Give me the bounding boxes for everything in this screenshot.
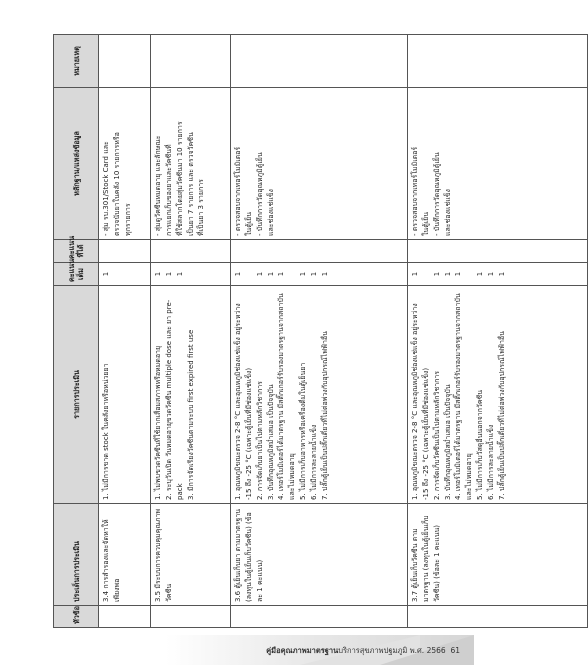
score-line: 1 [432, 271, 441, 277]
item-line: 2. การจัดเก็บยาเป็นไปตามหลักวิชาการ [255, 381, 264, 500]
cell-no [151, 606, 231, 628]
table-row [231, 35, 408, 628]
footer-title-rest: บริการสุขภาพปฐมภูมิ พ.ศ. 2566 [338, 646, 446, 655]
cell-score-obtained [231, 240, 408, 263]
score-line: 1 [497, 271, 506, 277]
cell-no [231, 606, 408, 628]
score-line [421, 266, 432, 282]
score-line: 1 [320, 271, 329, 277]
item-line: 2. การจัดเก็บวัคซีนเป็นไปตามหลักวิชาการ [432, 370, 441, 500]
evidence-line: และช่องแช่แข็ง [266, 189, 275, 236]
item-line: 4. เทอร์โมมิเตอร์ได้มาตรฐาน มีสติ๊กเกอร์รับรองมาตรฐานจากสถาบัน [454, 293, 463, 500]
evidence-line: ตรวจนับยาในคลัง 10 รายการหรือ [112, 132, 121, 236]
item-line: 3. บันทึกอุณหภูมิสม่ำเสมอ เป็นปัจจุบัน [266, 384, 275, 500]
cell-issue: 3.5 มีระบบการควบคุมคุณภาพวัคซีน [151, 504, 231, 606]
footer-title-bold: คู่มือคุณภาพมาตรฐาน [266, 646, 339, 655]
header-no: หัวข้อ [54, 606, 99, 628]
item-line: และไม่หมดอายุ [465, 453, 474, 500]
header-items: รายการประเมิน [54, 286, 99, 504]
score-line: 1 [443, 271, 452, 277]
evidence-line: ทุกรายการ [123, 203, 132, 236]
table-header-row [54, 35, 99, 628]
evidence-line: และช่องแช่แข็ง [443, 189, 452, 236]
item-line: -15 ถึง -25 °C (เฉพาะตู้เย็นที่มีช่องแช่แข็ง) [421, 367, 430, 500]
cell-evidence [99, 88, 151, 240]
score-line: 1 [454, 271, 463, 277]
cell-remark [151, 35, 231, 88]
item-line: 2. ระบุวันเปิด วันหมดอายุขวดวัคซีน multiple dose และ ยา pre-pack [164, 299, 184, 500]
item-line: 6. ไม่มีการละลายน้ำแข็ง [309, 424, 318, 500]
cell-items [99, 286, 151, 504]
item-line: 1. อุณหภูมิขณะตรวจ 2-8 °C และอุณหภูมิช่องแช่แข็ง อยู่ระหว่าง [411, 303, 419, 500]
cell-full-score [151, 263, 231, 286]
page-footer [266, 645, 460, 657]
evidence-line: การแยกเก็บของยาและวัคซีนที่ [164, 144, 173, 236]
item-line: 5. ไม่มีการเก็บวัสดุอื่นนอกจากวัคซีน [476, 389, 485, 500]
cell-full-score [99, 263, 151, 286]
score-line [464, 266, 475, 282]
score-line [244, 266, 255, 282]
evidence-line: - สุ่ม รบ.301/Stock Card และ [102, 141, 110, 236]
item-line: -15 ถึง -25 °C (เฉพาะตู้เย็นที่มีช่องแช่แข็ง) [244, 367, 253, 500]
evidence-line: ในตู้เย็น [421, 211, 430, 236]
cell-issue: 3.7 ตู้เย็นเก็บวัคซีน ตามมาตรฐาน (ลงทุนในตู้เย็นเก็บวัคซีน) (ข้อละ 1 คะแนน) [408, 504, 588, 606]
header-remark: หมายเหตุ [54, 35, 99, 88]
score-line: 1 [299, 271, 308, 277]
cell-no [99, 606, 151, 628]
evidence-line: ที่เป็นยา 3 รายการ [197, 179, 206, 236]
header-evidence: หลักฐาน/แหล่งข้อมูล [54, 88, 99, 240]
cell-items [408, 286, 588, 504]
cell-score-obtained [99, 240, 151, 263]
item-line: 4. เทอร์โมมิเตอร์ได้มาตรฐาน มีสติ๊กเกอร์รับรองมาตรฐานจากสถาบัน [277, 293, 286, 500]
table-row [151, 35, 231, 628]
item-line: 5. ไม่มีการเก็บอาหารหรือเครื่องดื่มในตู้เย็นยา [299, 362, 308, 500]
table-row [99, 35, 151, 628]
evidence-line: ในตู้เย็น [244, 211, 253, 236]
score-line [287, 266, 298, 282]
item-line: และไม่หมดอายุ [288, 453, 297, 500]
cell-items [151, 286, 231, 504]
cell-remark [231, 35, 408, 88]
cell-remark [99, 35, 151, 88]
score-line: 1 [309, 271, 318, 277]
cell-issue: 3.4 การสำรองและจัดหาให้เพียงพอ [99, 504, 151, 606]
evidence-line: - ตรวจสอบจากเทอร์โมมิเตอร์ [234, 146, 242, 236]
item-line: 7. ปลั๊กตู้เย็นเป็นปลั๊กเดี่ยวที่ไม่ต่อพ่วงกับอุปกรณ์ไฟฟ้าอื่น [320, 331, 329, 500]
score-line: 1 [411, 271, 419, 277]
score-line: 1 [486, 271, 495, 277]
cell-evidence [151, 88, 231, 240]
evidence-line: เป็นยา 7 รายการ และ ตรวจวัคซีน [186, 132, 195, 236]
rotated-table-wrapper [53, 35, 506, 628]
evidence-line: ที่ใช้สลากโดยสุ่มวัคซีนมา 10 รายการ [175, 121, 184, 236]
page-number: 61 [450, 646, 460, 655]
score-line: 1 [175, 271, 184, 277]
cell-full-score [408, 263, 588, 286]
item-line: 3. มีการจัดเรียงวัคซีนตามระบบ first expired first use [186, 329, 195, 500]
evidence-line: - สุ่มดูวัคซีนหมดอายุ และลักษณะ [154, 135, 162, 236]
item-line: 6. ไม่มีการละลายน้ำแข็ง [486, 424, 495, 500]
cell-no [408, 606, 588, 628]
evidence-line: - ตรวจสอบจากเทอร์โมมิเตอร์ [411, 146, 419, 236]
score-line: 1 [255, 271, 264, 277]
cell-remark [408, 35, 588, 88]
header-issue: ประเด็นการประเมิน [54, 504, 99, 606]
score-line: 1 [102, 271, 110, 277]
evidence-line: - บันทึกการวัดอุณหภูมิตู้เย็น [255, 152, 264, 236]
cell-evidence [408, 88, 588, 240]
page-top-margin [0, 0, 474, 22]
score-line: 1 [164, 271, 173, 277]
cell-score-obtained [151, 240, 231, 263]
score-line: 1 [234, 271, 242, 277]
score-line: 1 [266, 271, 275, 277]
cell-full-score [231, 263, 408, 286]
item-line: 1. ไม่พบขวดวัคซีนที่ใช้ยากเสื่อมสภาพหรือหมดอายุ [154, 345, 162, 500]
item-line: 1. ไม่มีการขาด stock ในคลังยาหรือหน่วยยา [102, 363, 110, 500]
assessment-table [53, 34, 588, 628]
score-line: 1 [476, 271, 485, 277]
evidence-line: - บันทึกการวัดอุณหภูมิตู้เย็น [432, 152, 441, 236]
cell-issue: 3.6 ตู้เย็นเก็บยา ตามมาตรฐาน (ลงทุนในตู้เย็นเก็บวัคซีน) (ข้อละ 1 คะแนน) [231, 504, 408, 606]
cell-evidence [231, 88, 408, 240]
score-line: 1 [277, 271, 286, 277]
header-full-score: คะแนนเต็ม [54, 263, 99, 286]
cell-score-obtained [408, 240, 588, 263]
item-line: 1. อุณหภูมิขณะตรวจ 2-8 °C และอุณหภูมิช่องแช่แข็ง อยู่ระหว่าง [234, 303, 242, 500]
item-line: 3. บันทึกอุณหภูมิสม่ำเสมอ เป็นปัจจุบัน [443, 384, 452, 500]
item-line: 7. ปลั๊กตู้เย็นเป็นปลั๊กเดี่ยวที่ไม่ต่อพ่วงกับอุปกรณ์ไฟฟ้าอื่น [497, 331, 506, 500]
table-row [408, 35, 588, 628]
score-line: 1 [154, 271, 162, 277]
header-score-obtained: คะแนนที่ได้ [54, 240, 99, 263]
cell-items [231, 286, 408, 504]
